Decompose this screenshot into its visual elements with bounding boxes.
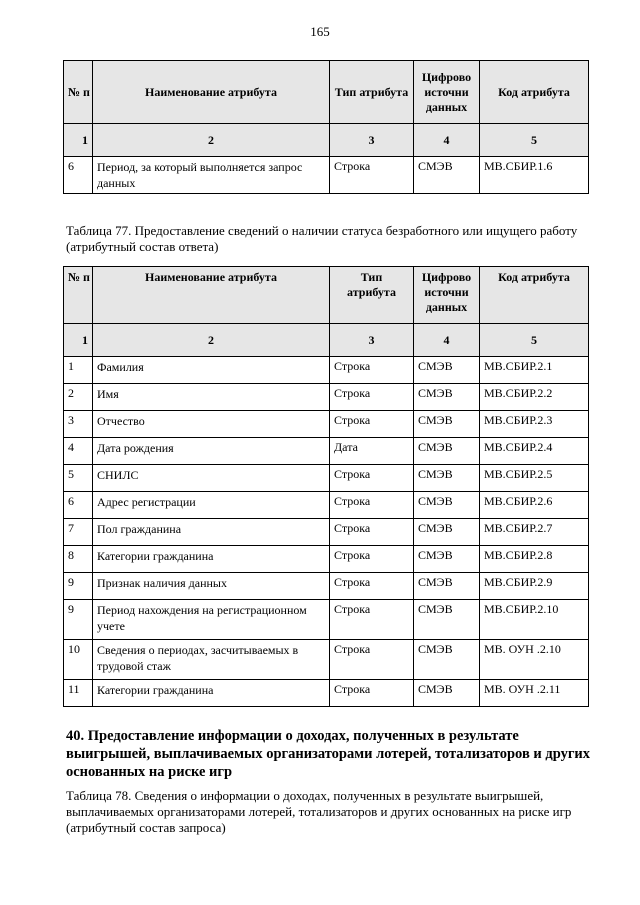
col-header-source-line: источни	[424, 285, 469, 299]
table-row	[64, 680, 589, 707]
cell-type: Строка	[330, 573, 414, 600]
col-header-source-line: источни	[424, 84, 469, 99]
section-heading-40: 40. Предоставление информации о доходах, полученных в результате выигрышей, выплачиваемых организаторами лотерей, тотализаторов и других основанных на риске игр	[66, 728, 591, 780]
col-number: 1	[64, 124, 93, 157]
cell-source: СМЭВ	[414, 411, 480, 438]
cell-code: МВ.СБИР.2.1	[480, 357, 589, 384]
cell-type: Строка	[330, 357, 414, 384]
cell-code: МВ.СБИР.2.2	[480, 384, 589, 411]
cell-name: Имя	[93, 384, 330, 411]
cell-num: 1	[64, 357, 93, 384]
cell-num: 9	[64, 600, 93, 640]
cell-num: 9	[64, 573, 93, 600]
table-row	[64, 519, 589, 546]
col-header-source-line: данных	[425, 99, 468, 114]
cell-source: СМЭВ	[414, 157, 480, 194]
cell-name: Фамилия	[93, 357, 330, 384]
cell-code: МВ.СБИР.2.10	[480, 600, 589, 640]
cell-code: МВ.СБИР.2.3	[480, 411, 589, 438]
table-row	[64, 384, 589, 411]
cell-name: Дата рождения	[93, 438, 330, 465]
cell-type: Строка	[330, 680, 414, 707]
cell-type: Строка	[330, 546, 414, 573]
cell-code: МВ.СБИР.2.9	[480, 573, 589, 600]
cell-type: Строка	[330, 411, 414, 438]
col-number: 5	[480, 124, 589, 157]
cell-source: СМЭВ	[414, 519, 480, 546]
col-number: 3	[330, 124, 414, 157]
table-row	[64, 573, 589, 600]
cell-name: Отчество	[93, 411, 330, 438]
cell-num: 3	[64, 411, 93, 438]
cell-source: СМЭВ	[414, 640, 480, 680]
cell-name: Адрес регистрации	[93, 492, 330, 519]
cell-type: Строка	[330, 519, 414, 546]
col-header-num: № п	[64, 267, 93, 324]
col-header-source-line: Цифрово	[421, 270, 472, 284]
cell-name: Категории гражданина	[93, 546, 330, 573]
cell-source: СМЭВ	[414, 438, 480, 465]
cell-type: Строка	[330, 600, 414, 640]
cell-code: МВ.СБИР.2.7	[480, 519, 589, 546]
cell-type: Строка	[330, 492, 414, 519]
cell-source: СМЭВ	[414, 465, 480, 492]
col-header-type	[330, 267, 414, 324]
cell-num: 11	[64, 680, 93, 707]
table-row	[64, 465, 589, 492]
cell-num: 5	[64, 465, 93, 492]
cell-code: МВ.СБИР.2.5	[480, 465, 589, 492]
cell-source: СМЭВ	[414, 492, 480, 519]
cell-code: МВ. ОУН .2.10	[480, 640, 589, 680]
table-row	[64, 546, 589, 573]
cell-type: Строка	[330, 157, 414, 194]
col-header-name: Наименование атрибута	[93, 267, 330, 324]
cell-code: МВ.СБИР.2.4	[480, 438, 589, 465]
cell-num: 10	[64, 640, 93, 680]
cell-num: 8	[64, 546, 93, 573]
col-header-type-line: Тип	[360, 270, 383, 284]
cell-code: МВ.СБИР.1.6	[480, 157, 589, 194]
table-row	[64, 157, 589, 194]
table-row	[64, 357, 589, 384]
col-header-name: Наименование атрибута	[93, 61, 330, 124]
table-row	[64, 492, 589, 519]
cell-num: 4	[64, 438, 93, 465]
cell-name: Пол гражданина	[93, 519, 330, 546]
col-number: 2	[93, 124, 330, 157]
col-header-code: Код атрибута	[480, 267, 589, 324]
cell-name: Категории гражданина	[93, 680, 330, 707]
col-header-source-line: Цифрово	[421, 69, 472, 84]
cell-code: МВ.СБИР.2.6	[480, 492, 589, 519]
table-77	[63, 266, 589, 707]
cell-code: МВ. ОУН .2.11	[480, 680, 589, 707]
table-row	[64, 640, 589, 680]
col-number: 4	[414, 324, 480, 357]
cell-name: Признак наличия данных	[93, 573, 330, 600]
cell-source: СМЭВ	[414, 573, 480, 600]
col-number: 4	[414, 124, 480, 157]
cell-name: Период нахождения на регистрационном учете	[93, 600, 330, 640]
cell-num: 7	[64, 519, 93, 546]
cell-num: 6	[64, 492, 93, 519]
cell-num: 2	[64, 384, 93, 411]
cell-name: Сведения о периодах, засчитываемых в трудовой стаж	[93, 640, 330, 680]
col-header-source-line: данных	[425, 300, 468, 314]
col-number: 2	[93, 324, 330, 357]
col-header-code: Код атрибута	[480, 61, 589, 124]
col-header-source	[414, 61, 480, 124]
col-number: 3	[330, 324, 414, 357]
table-row	[64, 600, 589, 640]
col-header-type-line: атрибута	[347, 285, 396, 299]
col-header-num: № п	[64, 61, 93, 124]
cell-type: Дата	[330, 438, 414, 465]
cell-source: СМЭВ	[414, 357, 480, 384]
cell-source: СМЭВ	[414, 600, 480, 640]
col-number: 1	[64, 324, 93, 357]
cell-name: СНИЛС	[93, 465, 330, 492]
col-header-type: Тип атрибута	[330, 61, 414, 124]
cell-name: Период, за который выполняется запрос данных	[93, 157, 330, 194]
cell-num: 6	[64, 157, 93, 194]
cell-source: СМЭВ	[414, 546, 480, 573]
table-row	[64, 411, 589, 438]
cell-type: Строка	[330, 465, 414, 492]
col-header-source	[414, 267, 480, 324]
col-number: 5	[480, 324, 589, 357]
cell-source: СМЭВ	[414, 680, 480, 707]
cell-type: Строка	[330, 640, 414, 680]
cell-source: СМЭВ	[414, 384, 480, 411]
page-number: 165	[310, 24, 330, 39]
table-77-caption: Таблица 77. Предоставление сведений о наличии статуса безработного или ищущего работу (атрибутный состав ответа)	[66, 223, 578, 254]
table-continuation	[63, 60, 589, 194]
cell-type: Строка	[330, 384, 414, 411]
table-row	[64, 438, 589, 465]
cell-code: МВ.СБИР.2.8	[480, 546, 589, 573]
table-78-caption: Таблица 78. Сведения о информации о доходах, полученных в результате выигрышей, выплачиваемых организаторами лотерей, тотализаторов и других основанных на риске игр (атрибутный состав запроса)	[66, 788, 572, 835]
